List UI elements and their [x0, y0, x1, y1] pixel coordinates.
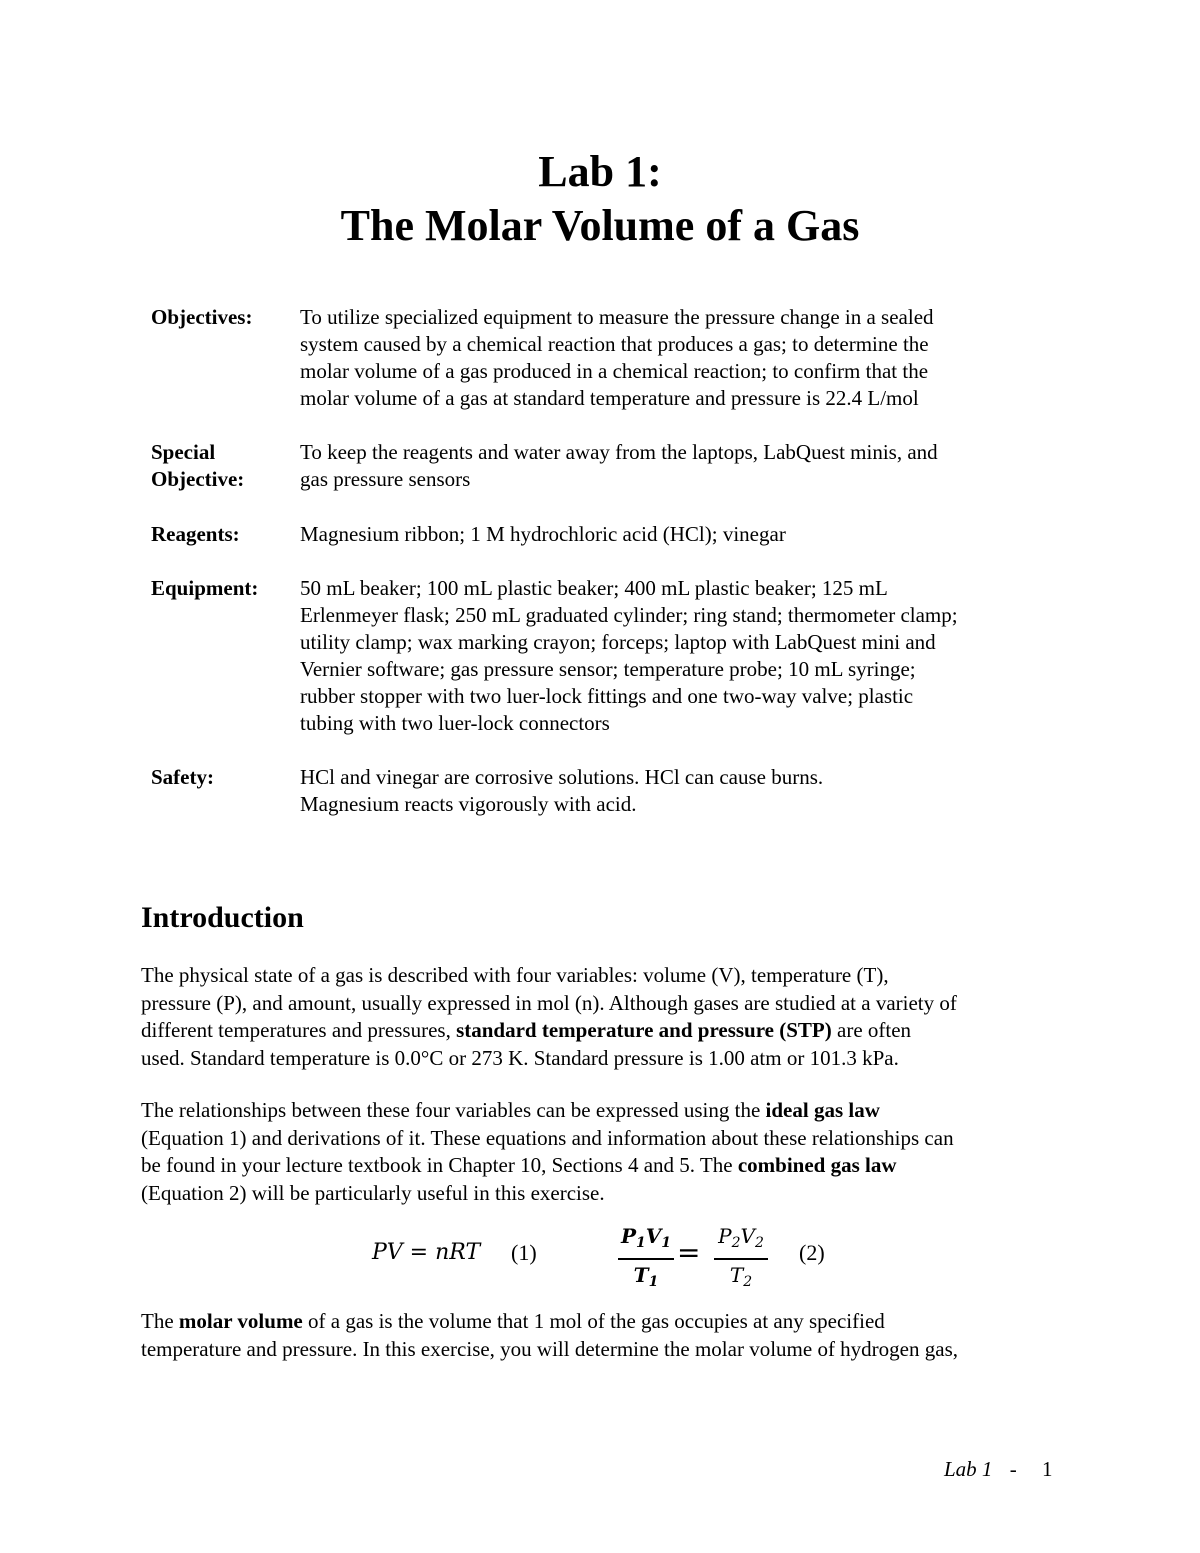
- equipment-line: utility clamp; wax marking crayon; forceps; laptop with LabQuest mini and: [300, 630, 936, 654]
- equation-2-number: (2): [799, 1240, 825, 1265]
- equipment-line: tubing with two luer-lock connectors: [300, 711, 610, 735]
- paragraph-line: The physical state of a gas is described with four variables: volume (V), temperature (T),: [141, 963, 889, 987]
- combined-gas-law-term: combined gas law: [737, 1153, 897, 1177]
- equals-sign: =: [677, 1236, 701, 1269]
- safety-line: Magnesium reacts vigorously with acid.: [300, 792, 637, 816]
- objectives-text: [300, 304, 1060, 412]
- paragraph-line: used. Standard temperature is 0.0°C or 273 K. Standard pressure is 1.00 atm or 101.3 kPa.: [141, 1045, 899, 1070]
- equation-1-number: (1): [511, 1240, 537, 1265]
- paragraph-line: (Equation 1) and derivations of it. These equations and information about these relationships can: [141, 1125, 954, 1150]
- combined-gas-law-left-fraction: $P_1V_1$ $T_1$: [618, 1223, 674, 1295]
- text-run: be found in your lecture textbook in Chapter 10, Sections 4 and 5. The: [141, 1153, 738, 1177]
- title-line-1: Lab 1:: [538, 147, 662, 196]
- footer-dash: -: [1009, 1457, 1017, 1481]
- text-run: of a gas is the volume that 1 mol of the gas occupies at any specified: [302, 1309, 885, 1333]
- equipment-line: Erlenmeyer flask; 250 mL graduated cylinder; ring stand; thermometer clamp;: [300, 603, 958, 627]
- ideal-gas-law-equation: PV = nRT: [372, 1240, 481, 1265]
- page-number: 1: [1041, 1457, 1053, 1481]
- special-objective-label: [151, 439, 291, 493]
- text-run: are often: [831, 1018, 912, 1042]
- objectives-line: system caused by a chemical reaction that produces a gas; to determine the: [300, 332, 929, 356]
- intro-paragraph-2: [141, 1097, 1071, 1207]
- special-objective-text: [300, 439, 1060, 493]
- paragraph-line: [141, 1097, 1071, 1125]
- title-line-2: The Molar Volume of a Gas: [340, 201, 860, 250]
- reagents-line: Magnesium ribbon; 1 M hydrochloric acid (HCl); vinegar: [300, 522, 786, 546]
- paragraph-line: [141, 1017, 1071, 1045]
- objectives-line: molar volume of a gas at standard temperature and pressure is 22.4 L/mol: [300, 386, 919, 410]
- special-label-line-2: Objective:: [151, 467, 245, 491]
- equipment-line: 50 mL beaker; 100 mL plastic beaker; 400 mL plastic beaker; 125 mL: [300, 576, 888, 600]
- footer-label: Lab 1: [944, 1457, 993, 1481]
- paragraph-line: (Equation 2) will be particularly useful in this exercise.: [141, 1180, 605, 1205]
- special-objective-line: To keep the reagents and water away from the laptops, LabQuest minis, and: [300, 440, 938, 464]
- page-footer: [944, 1457, 1052, 1482]
- stp-term: standard temperature and pressure (STP): [456, 1018, 832, 1042]
- objectives-line: molar volume of a gas produced in a chemical reaction; to confirm that the: [300, 359, 929, 383]
- molar-volume-term: molar volume: [178, 1309, 303, 1333]
- equipment-line: rubber stopper with two luer-lock fittings and one two-way valve; plastic: [300, 684, 914, 708]
- intro-paragraph-1: [141, 962, 1071, 1072]
- paragraph-line: temperature and pressure. In this exercise, you will determine the molar volume of hydrogen gas,: [141, 1336, 958, 1361]
- special-objective-line: gas pressure sensors: [300, 467, 471, 491]
- text-run: The: [141, 1309, 179, 1333]
- paragraph-line: [141, 1152, 1071, 1180]
- text-run: The relationships between these four variables can be expressed using the: [141, 1098, 766, 1122]
- equipment-line: Vernier software; gas pressure sensor; temperature probe; 10 mL syringe;: [300, 657, 916, 681]
- combined-gas-law-right-fraction: $P_2V_2$ $T_2$: [714, 1223, 768, 1295]
- objectives-line: To utilize specialized equipment to measure the pressure change in a sealed: [300, 305, 934, 329]
- safety-line: HCl and vinegar are corrosive solutions. HCl can cause burns.: [300, 765, 824, 789]
- safety-text: [300, 764, 1060, 818]
- introduction-heading: Introduction: [141, 901, 304, 934]
- special-label-line-1: Special: [151, 440, 216, 464]
- text-run: different temperatures and pressures,: [141, 1018, 457, 1042]
- intro-paragraph-3: [141, 1308, 1071, 1363]
- paragraph-line: [141, 1308, 1071, 1336]
- safety-label: Safety:: [151, 765, 214, 789]
- equipment-text: [300, 575, 1060, 737]
- ideal-gas-law-term: ideal gas law: [765, 1098, 880, 1122]
- equipment-label: Equipment:: [151, 576, 259, 600]
- reagents-text: [300, 521, 1060, 548]
- objectives-label: Objectives:: [151, 305, 253, 329]
- reagents-label: Reagents:: [151, 522, 240, 546]
- paragraph-line: pressure (P), and amount, usually expressed in mol (n). Although gases are studied at a variety of: [141, 990, 957, 1015]
